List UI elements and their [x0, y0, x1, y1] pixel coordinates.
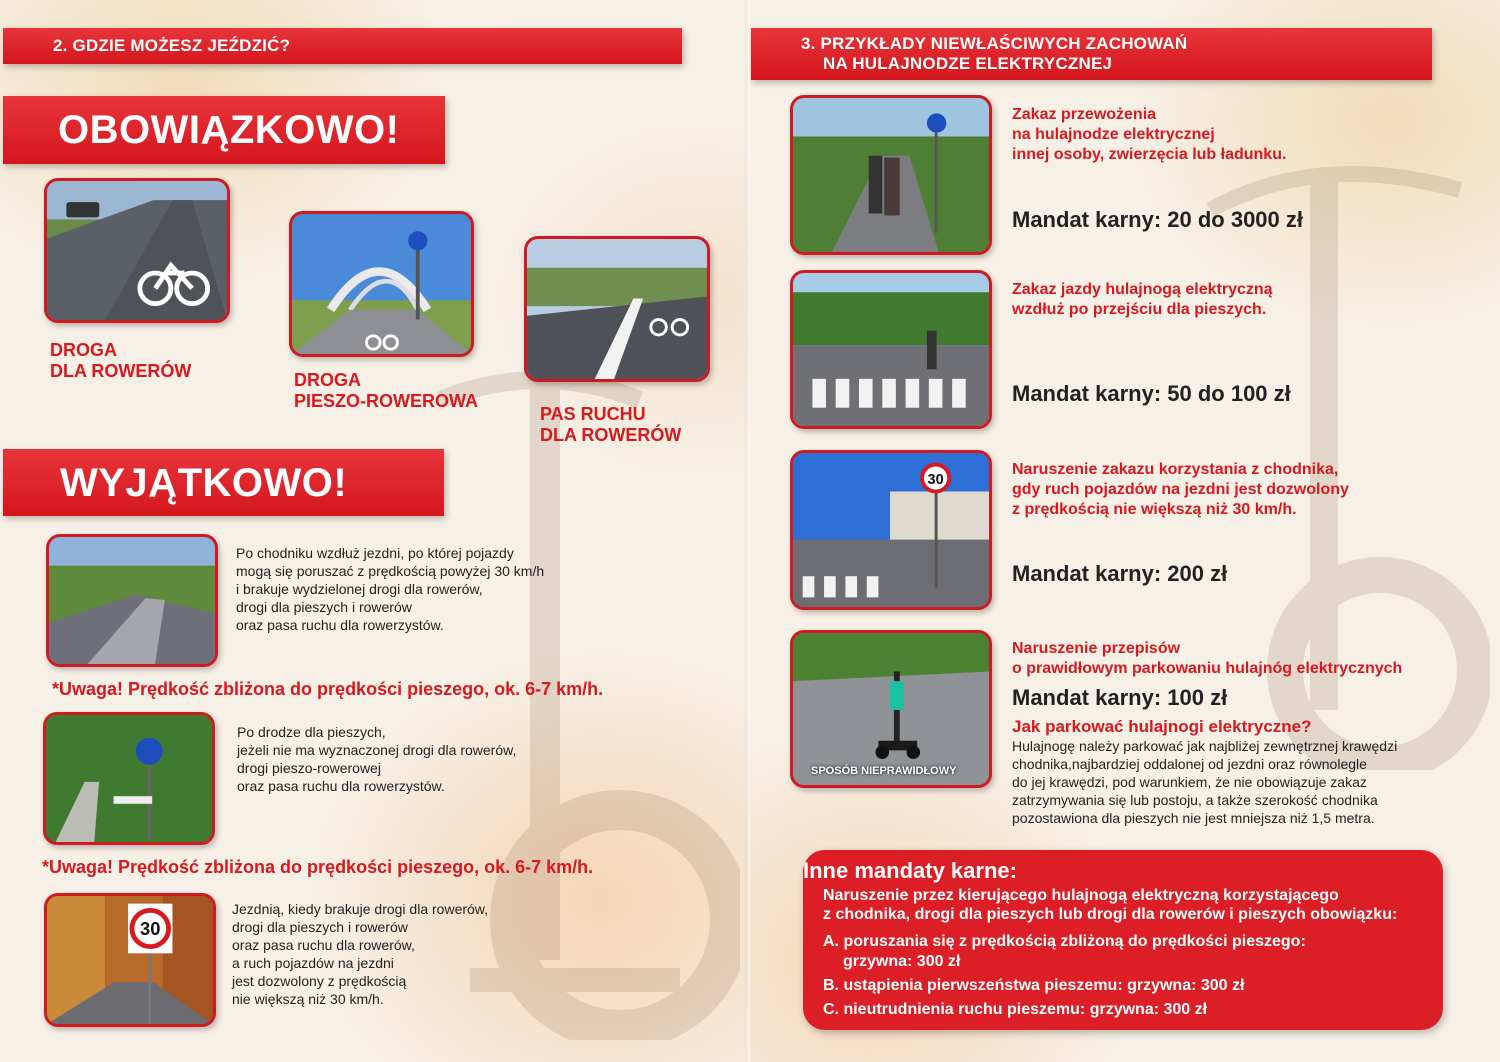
section-title-bar: [3, 28, 682, 64]
other-fines-title: Inne mandaty karne:: [803, 858, 1017, 883]
fine-item-b: B. ustąpienia pierwszeństwa pieszemu: grzywna: 300 zł: [823, 977, 1245, 994]
section-title-bar-right: 3. PRZYKŁADY NIEWŁAŚCIWYCH ZACHOWAŃ NA HULAJNODZE ELEKTRYCZNEJ: [751, 28, 1432, 80]
exception-text-2: Po drodze dla pieszych, jeżeli nie ma wyznaczonej drogi dla rowerów, drogi pieszo-rowerowej oraz pasa ruchu dla rowerzystów.: [237, 724, 517, 794]
violation-text-1: Zakaz przewożenia na hulajnodze elektrycznej innej osoby, zwierzęcia lub ładunku.: [1012, 106, 1287, 163]
photo-parked-scooter: [790, 630, 992, 788]
exception-text-1: Po chodniku wzdłuż jezdni, po której pojazdy mogą się poruszać z prędkością powyżej 30 km/h i brakuje wydzielonej drogi dla rowerów, drogi dla pieszych i rowerów oraz pasa ruchu dla rowerzystów.: [236, 545, 545, 633]
mandatory-title: OBOWIĄZKOWO!: [58, 108, 400, 152]
fine-item-a: A. poruszania się z prędkością zbliżoną do prędkości pieszego:: [823, 933, 1306, 950]
exception-text-3: Jezdnią, kiedy brakuje drogi dla rowerów, drogi dla pieszych i rowerów oraz pasa ruchu dla rowerów, a ruch pojazdów na jezdni jest dozwolony z prędkością nie większą niż 30 km/h.: [232, 901, 489, 1007]
speed-warning-2: *Uwaga! Prędkość zbliżona do prędkości pieszego, ok. 6-7 km/h.: [42, 857, 594, 877]
fine-1: Mandat karny: 20 do 3000 zł: [1012, 207, 1303, 232]
violation-text-2: Zakaz jazdy hulajnogą elektryczną wzdłuż po przejściu dla pieszych.: [1012, 281, 1273, 318]
right-page: [750, 0, 1500, 1062]
photo-two-riders: [790, 95, 992, 255]
label-bike-road: DROGA DLA ROWERÓW: [50, 340, 192, 381]
photo-crosswalk-rider: [790, 270, 992, 429]
violation-text-4: Naruszenie przepisów o prawidłowym parkowaniu hulajnóg elektrycznych: [1012, 640, 1403, 677]
photo-road-30: [44, 893, 216, 1027]
photo-bike-road: [44, 178, 230, 323]
fine-item-a-amount: grzywna: 300 zł: [843, 953, 961, 970]
photo-footpath: [43, 712, 215, 845]
speed-warning-1: *Uwaga! Prędkość zbliżona do prędkości pieszego, ok. 6-7 km/h.: [52, 679, 604, 699]
photo-sidewalk: [46, 534, 218, 667]
fine-item-c: C. nieutrudnienia ruchu pieszemu: grzywna: 300 zł: [823, 1001, 1208, 1018]
fine-2: Mandat karny: 50 do 100 zł: [1012, 381, 1291, 406]
other-fines-intro: Naruszenie przez kierującego hulajnogą elektryczną korzystającego z chodnika, drogi dla pieszych lub drogi dla rowerów i pieszych obowiązku:: [823, 887, 1398, 923]
parking-instructions: Hulajnogę należy parkować jak najbliżej zewnętrznej krawędzi chodnika,najbardziej oddalonej od jezdni oraz równolegle do jej krawędzi, pod warunkiem, że nie obowiązuje zakaz zatrzymywania się lub postoju, a także szerokość chodnika pozostawiona dla pieszych nie jest mniejsza niż 1,5 metra.: [1012, 738, 1398, 826]
other-fines-box: [803, 850, 1443, 1030]
violation-text-3: Naruszenie zakazu korzystania z chodnika, gdy ruch pojazdów na jezdni jest dozwolony z prędkością nie większą niż 30 km/h.: [1012, 461, 1349, 518]
photo-bike-lane: [524, 236, 710, 382]
mandatory-title-bar: [3, 96, 445, 164]
photo-caption: SPOSÓB NIEPRAWIDŁOWY: [811, 765, 957, 777]
fine-3: Mandat karny: 200 zł: [1012, 561, 1228, 586]
exceptional-title: WYJĄTKOWO!: [60, 461, 348, 505]
parking-question: Jak parkować hulajnogi elektryczne?: [1012, 717, 1312, 736]
photo-pedestrian-bike-road: [289, 211, 474, 357]
section-title: 2. GDZIE MOŻESZ JEŹDZIĆ?: [53, 36, 291, 55]
speed-limit-30-sign: 30: [140, 918, 161, 940]
speed-limit-30-sign: 30: [927, 471, 944, 488]
photo-sidewalk-30-zone: [790, 450, 992, 610]
exceptional-title-bar: [3, 449, 444, 516]
fine-4: Mandat karny: 100 zł: [1012, 685, 1228, 710]
label-pedestrian-bike-road: DROGA PIESZO-ROWEROWA: [294, 370, 478, 411]
label-bike-lane: PAS RUCHU DLA ROWERÓW: [540, 404, 682, 445]
other-fines-list: [803, 930, 1306, 1022]
